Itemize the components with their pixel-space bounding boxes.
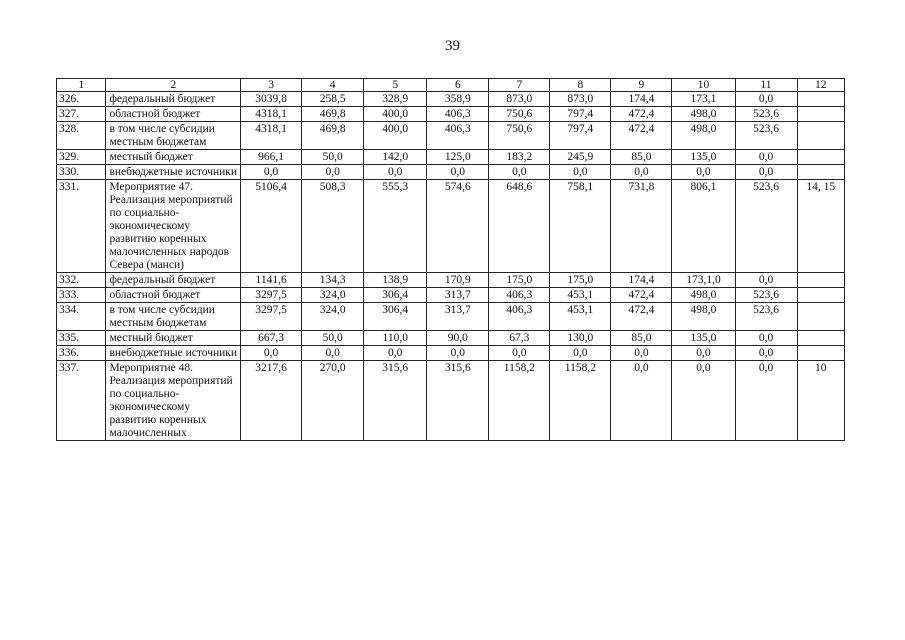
value-cell: 797,4 (550, 107, 611, 122)
reference-cell (797, 331, 844, 346)
reference-cell (797, 165, 844, 180)
item-name-cell: в том числе субсидии местным бюджетам (106, 122, 241, 150)
table-body (57, 92, 845, 441)
value-cell: 667,3 (241, 331, 302, 346)
value-cell: 3297,5 (241, 288, 302, 303)
table-row (57, 346, 845, 361)
reference-cell (797, 303, 844, 331)
value-cell: 3039,8 (241, 92, 302, 107)
item-name-cell: Мероприятие 47. Реализация мероприятий по социально-экономическому развитию коренных малочисленных народов Севера (манси) (106, 180, 241, 273)
value-cell: 313,7 (427, 303, 489, 331)
value-cell: 4318,1 (241, 122, 302, 150)
row-number-cell: 326. (57, 92, 106, 107)
value-cell: 472,4 (611, 288, 672, 303)
column-header: 9 (611, 79, 672, 92)
value-cell: 134,3 (302, 273, 364, 288)
value-cell: 406,3 (427, 122, 489, 150)
value-cell: 0,0 (364, 346, 427, 361)
value-cell: 0,0 (302, 165, 364, 180)
value-cell: 173,1 (672, 92, 735, 107)
value-cell: 0,0 (672, 165, 735, 180)
row-number-cell: 336. (57, 346, 106, 361)
value-cell: 797,4 (550, 122, 611, 150)
value-cell: 313,7 (427, 288, 489, 303)
table-row (57, 288, 845, 303)
value-cell: 406,3 (489, 288, 550, 303)
row-number-cell: 337. (57, 361, 106, 441)
value-cell: 1158,2 (489, 361, 550, 441)
value-cell: 90,0 (427, 331, 489, 346)
column-header: 3 (241, 79, 302, 92)
value-cell: 306,4 (364, 288, 427, 303)
value-cell: 358,9 (427, 92, 489, 107)
value-cell: 400,0 (364, 107, 427, 122)
row-number-cell: 329. (57, 150, 106, 165)
value-cell: 0,0 (427, 165, 489, 180)
value-cell: 0,0 (489, 165, 550, 180)
table-row (57, 180, 845, 273)
table-row (57, 92, 845, 107)
value-cell: 174,4 (611, 92, 672, 107)
value-cell: 50,0 (302, 331, 364, 346)
table-row (57, 331, 845, 346)
item-name-cell: областной бюджет (106, 107, 241, 122)
value-cell: 258,5 (302, 92, 364, 107)
value-cell: 498,0 (672, 288, 735, 303)
value-cell: 555,3 (364, 180, 427, 273)
value-cell: 0,0 (735, 346, 797, 361)
column-header: 7 (489, 79, 550, 92)
value-cell: 0,0 (735, 150, 797, 165)
value-cell: 0,0 (550, 165, 611, 180)
value-cell: 574,6 (427, 180, 489, 273)
value-cell: 0,0 (735, 165, 797, 180)
value-cell: 0,0 (241, 165, 302, 180)
item-name-cell: местный бюджет (106, 331, 241, 346)
value-cell: 175,0 (489, 273, 550, 288)
value-cell: 142,0 (364, 150, 427, 165)
item-name-cell: Мероприятие 48. Реализация мероприятий по социально-экономическому развитию коренных малочисленных (106, 361, 241, 441)
value-cell: 4318,1 (241, 107, 302, 122)
page-number: 39 (445, 38, 460, 54)
value-cell: 0,0 (364, 165, 427, 180)
item-name-cell: местный бюджет (106, 150, 241, 165)
value-cell: 406,3 (489, 303, 550, 331)
item-name-cell: внебюджетные источники (106, 346, 241, 361)
value-cell: 183,2 (489, 150, 550, 165)
value-cell: 453,1 (550, 288, 611, 303)
header-row (57, 79, 845, 92)
column-header: 6 (427, 79, 489, 92)
value-cell: 5106,4 (241, 180, 302, 273)
column-header: 4 (302, 79, 364, 92)
table-row (57, 273, 845, 288)
row-number-cell: 334. (57, 303, 106, 331)
table-row (57, 361, 845, 441)
value-cell: 731,8 (611, 180, 672, 273)
value-cell: 174,4 (611, 273, 672, 288)
value-cell: 472,4 (611, 107, 672, 122)
value-cell: 469,8 (302, 122, 364, 150)
column-header: 12 (797, 79, 844, 92)
value-cell: 125,0 (427, 150, 489, 165)
reference-cell (797, 92, 844, 107)
value-cell: 750,6 (489, 122, 550, 150)
value-cell: 758,1 (550, 180, 611, 273)
column-header: 5 (364, 79, 427, 92)
value-cell: 472,4 (611, 122, 672, 150)
table-row (57, 303, 845, 331)
value-cell: 1141,6 (241, 273, 302, 288)
table-row (57, 122, 845, 150)
table-row (57, 150, 845, 165)
item-name-cell: федеральный бюджет (106, 273, 241, 288)
column-header: 10 (672, 79, 735, 92)
value-cell: 324,0 (302, 288, 364, 303)
row-number-cell: 331. (57, 180, 106, 273)
value-cell: 0,0 (735, 273, 797, 288)
value-cell: 0,0 (611, 165, 672, 180)
column-header: 8 (550, 79, 611, 92)
reference-cell (797, 273, 844, 288)
value-cell: 270,0 (302, 361, 364, 441)
value-cell: 453,1 (550, 303, 611, 331)
value-cell: 315,6 (364, 361, 427, 441)
item-name-cell: внебюджетные источники (106, 165, 241, 180)
column-header: 2 (106, 79, 241, 92)
value-cell: 400,0 (364, 122, 427, 150)
value-cell: 0,0 (672, 361, 735, 441)
value-cell: 3297,5 (241, 303, 302, 331)
reference-cell: 10 (797, 361, 844, 441)
value-cell: 306,4 (364, 303, 427, 331)
reference-cell (797, 107, 844, 122)
reference-cell: 14, 15 (797, 180, 844, 273)
value-cell: 498,0 (672, 303, 735, 331)
value-cell: 328,9 (364, 92, 427, 107)
value-cell: 170,9 (427, 273, 489, 288)
value-cell: 523,6 (735, 180, 797, 273)
value-cell: 0,0 (611, 346, 672, 361)
value-cell: 1158,2 (550, 361, 611, 441)
value-cell: 130,0 (550, 331, 611, 346)
value-cell: 648,6 (489, 180, 550, 273)
column-header: 11 (735, 79, 797, 92)
value-cell: 138,9 (364, 273, 427, 288)
value-cell: 0,0 (241, 346, 302, 361)
value-cell: 3217,6 (241, 361, 302, 441)
reference-cell (797, 288, 844, 303)
value-cell: 245,9 (550, 150, 611, 165)
value-cell: 135,0 (672, 331, 735, 346)
row-number-cell: 333. (57, 288, 106, 303)
value-cell: 523,6 (735, 303, 797, 331)
value-cell: 0,0 (427, 346, 489, 361)
row-number-cell: 332. (57, 273, 106, 288)
value-cell: 85,0 (611, 331, 672, 346)
value-cell: 0,0 (735, 92, 797, 107)
value-cell: 315,6 (427, 361, 489, 441)
value-cell: 175,0 (550, 273, 611, 288)
value-cell: 472,4 (611, 303, 672, 331)
item-name-cell: федеральный бюджет (106, 92, 241, 107)
value-cell: 750,6 (489, 107, 550, 122)
value-cell: 67,3 (489, 331, 550, 346)
value-cell: 966,1 (241, 150, 302, 165)
value-cell: 0,0 (672, 346, 735, 361)
reference-cell (797, 122, 844, 150)
value-cell: 806,1 (672, 180, 735, 273)
item-name-cell: в том числе субсидии местным бюджетам (106, 303, 241, 331)
value-cell: 0,0 (735, 361, 797, 441)
row-number-cell: 327. (57, 107, 106, 122)
value-cell: 0,0 (550, 346, 611, 361)
table-row (57, 107, 845, 122)
value-cell: 110,0 (364, 331, 427, 346)
value-cell: 523,6 (735, 107, 797, 122)
value-cell: 0,0 (611, 361, 672, 441)
row-number-cell: 330. (57, 165, 106, 180)
value-cell: 873,0 (550, 92, 611, 107)
value-cell: 0,0 (489, 346, 550, 361)
row-number-cell: 328. (57, 122, 106, 150)
budget-table (56, 78, 845, 441)
row-number-cell: 335. (57, 331, 106, 346)
value-cell: 85,0 (611, 150, 672, 165)
value-cell: 523,6 (735, 288, 797, 303)
value-cell: 0,0 (735, 331, 797, 346)
reference-cell (797, 150, 844, 165)
table-row (57, 165, 845, 180)
item-name-cell: областной бюджет (106, 288, 241, 303)
reference-cell (797, 346, 844, 361)
value-cell: 523,6 (735, 122, 797, 150)
column-header: 1 (57, 79, 106, 92)
value-cell: 498,0 (672, 122, 735, 150)
value-cell: 406,3 (427, 107, 489, 122)
value-cell: 498,0 (672, 107, 735, 122)
value-cell: 508,3 (302, 180, 364, 273)
value-cell: 173,1,0 (672, 273, 735, 288)
value-cell: 469,8 (302, 107, 364, 122)
value-cell: 135,0 (672, 150, 735, 165)
value-cell: 0,0 (302, 346, 364, 361)
value-cell: 50,0 (302, 150, 364, 165)
value-cell: 873,0 (489, 92, 550, 107)
value-cell: 324,0 (302, 303, 364, 331)
